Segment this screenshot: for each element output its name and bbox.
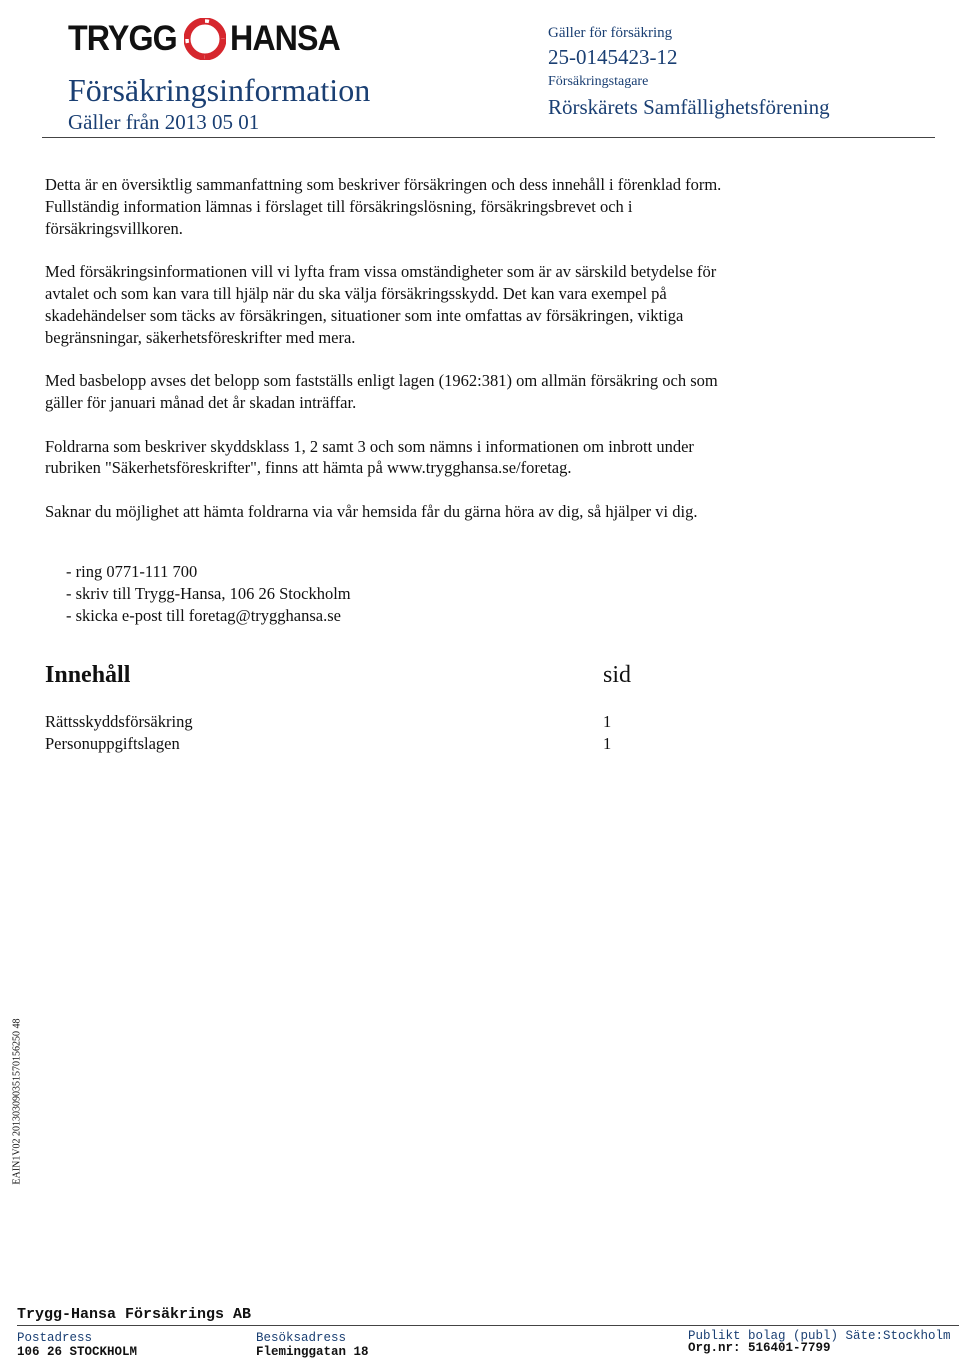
policy-holder-name: Rörskärets Samfällighetsförening	[548, 95, 830, 119]
trygg-hansa-logo	[68, 14, 350, 64]
toc-page-column: sid	[603, 662, 632, 688]
header-divider	[42, 137, 935, 138]
footer-divider	[17, 1325, 959, 1326]
paragraph-contact: Saknar du möjlighet att hämta foldrarna via vår hemsida får du gärna höra av dig, så hjälper vi dig.	[45, 501, 698, 521]
policy-number: 25-0145423-12	[548, 45, 678, 69]
contact-phone: - ring 0771-111 700	[66, 562, 198, 581]
document-title: Försäkringsinformation	[68, 72, 371, 108]
policy-label: Gäller för försäkring	[548, 25, 673, 41]
contact-list	[66, 561, 351, 626]
footer-postal-label: Postadress	[17, 1331, 93, 1345]
footer-org-number: Org.nr: 516401-7799	[688, 1341, 831, 1355]
logo-text-left: TRYGG	[68, 19, 177, 58]
footer-postal-value: 106 26 STOCKHOLM	[17, 1345, 138, 1359]
toc-item-page: 1	[603, 734, 612, 753]
footer-legal-label: Publikt bolag (publ) Säte:Stockholm	[688, 1329, 951, 1343]
footer-visit-label: Besöksadress	[256, 1331, 347, 1345]
contact-email: - skicka e-post till foretag@trygghansa.se	[66, 605, 341, 625]
toc-heading: Innehåll	[45, 662, 131, 688]
paragraph-purpose: Med försäkringsinformationen vill vi lyfta fram vissa omständigheter som är av särskild betydelse för avtalet och som kan vara till hjälp när du ska välja försäkringsskydd. Det kan vara exempel på skadehändelser som täcks av försäkringen, situationer som inte omfattas av försäkringen, viktiga begränsningar, säkerhetsföreskrifter med mera.	[45, 262, 717, 347]
document-code: EAIN1V02 201303090351570156250 48	[11, 1018, 23, 1185]
paragraph-basbelopp: Med basbelopp avses det belopp som fastställs enligt lagen (1962:381) om allmän försäkring och som gäller för januari månad det år skadan inträffar.	[45, 371, 718, 412]
toc-item-page: 1	[603, 712, 612, 731]
toc-item-label: Personuppgiftslagen	[45, 734, 180, 753]
logo-text-right: HANSA	[230, 19, 341, 58]
lifebuoy-icon	[184, 18, 226, 60]
toc-item-label: Rättsskyddsförsäkring	[45, 712, 193, 731]
body-text	[45, 174, 725, 545]
paragraph-folders: Foldrarna som beskriver skyddsklass 1, 2 samt 3 och som nämns i informationen om inbrott under rubriken "Säkerhetsföreskrifter", finns att hämta på www.trygghansa.se/foretag.	[45, 436, 694, 478]
footer-company: Trygg-Hansa Försäkrings AB	[17, 1306, 252, 1323]
contact-mail: - skriv till Trygg-Hansa, 106 26 Stockholm	[66, 583, 351, 603]
policy-holder-label: Försäkringstagare	[548, 74, 649, 89]
paragraph-summary: Detta är en översiktlig sammanfattning som beskriver försäkringen och dess innehåll i förenklad form. Fullständig information lämnas i förslaget till försäkringslösning, försäkringsbrevet och i försäkringsvillkoren.	[45, 175, 722, 238]
valid-from-date: Gäller från 2013 05 01	[68, 110, 260, 134]
footer-visit-value: Fleminggatan 18	[256, 1345, 369, 1359]
